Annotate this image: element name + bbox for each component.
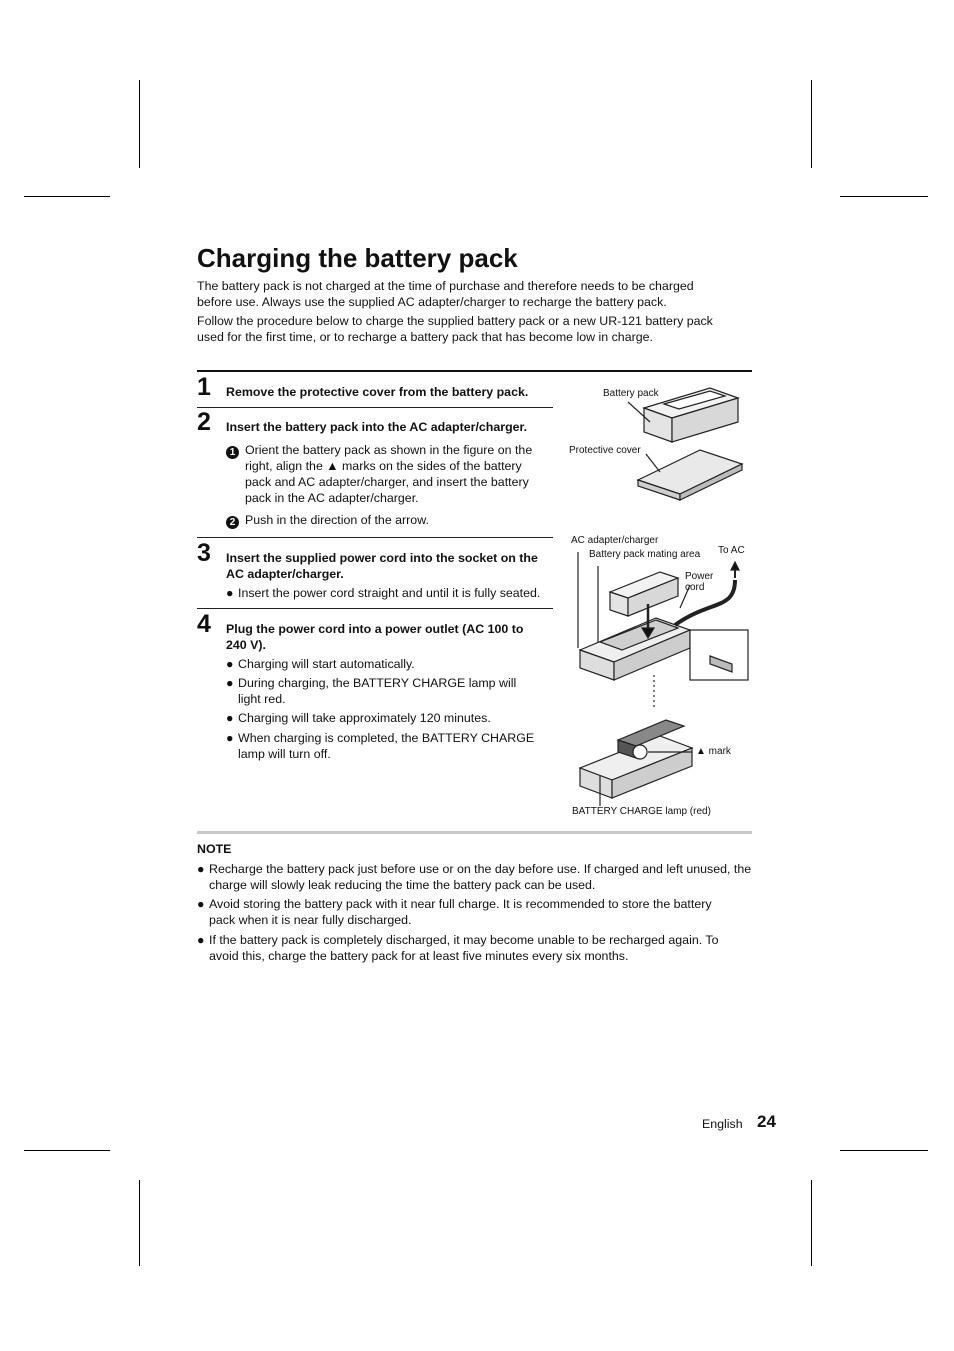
figure-label: Protective cover bbox=[569, 445, 641, 456]
step-heading: Insert the supplied power cord into the socket on the AC adapter/charger. bbox=[226, 551, 538, 581]
crop-mark bbox=[24, 196, 110, 197]
substep-text: Orient the battery pack as shown in the figure on the right, align the ▲ marks on the sides of the battery pack and AC adapter/charger, and insert the battery pack in the AC adapter/charger. bbox=[245, 443, 533, 505]
step-number: 3 bbox=[197, 539, 211, 567]
figure-label: AC adapter/charger bbox=[571, 535, 659, 546]
bullet-item: ● Charging will start automatically. bbox=[226, 657, 415, 671]
ac-adapter-drawing bbox=[580, 572, 690, 680]
intro-paragraph: The battery pack is not charged at the time of purchase and therefore needs to be charged before use. Always use the supplied AC adapter/charger to recharge the battery pack. bbox=[197, 279, 694, 309]
crop-mark bbox=[811, 80, 812, 168]
step-heading: Insert the battery pack into the AC adapter/charger. bbox=[226, 420, 528, 434]
crop-mark bbox=[139, 80, 140, 168]
substep-marker: 2 bbox=[226, 516, 239, 529]
figure-label: Battery pack bbox=[603, 388, 659, 399]
intro-paragraph: Follow the procedure below to charge the supplied battery pack or a new UR-121 battery pack used for the first time, or to recharge a battery pack that has become low in charge. bbox=[197, 314, 713, 344]
bullet-item: ● Charging will take approximately 120 minutes. bbox=[226, 711, 491, 725]
bullet-item: ● During charging, the BATTERY CHARGE lamp will light red. bbox=[226, 676, 517, 706]
step-heading: Remove the protective cover from the battery pack. bbox=[226, 385, 529, 399]
step-divider bbox=[197, 537, 553, 538]
note-rule bbox=[197, 831, 752, 834]
step-number: 2 bbox=[197, 408, 211, 436]
crop-mark bbox=[139, 1180, 140, 1266]
step-divider bbox=[197, 407, 553, 408]
crop-mark bbox=[840, 196, 928, 197]
note-item: ● Avoid storing the battery pack with it near full charge. It is recommended to store the battery pack when it is near fully discharged. bbox=[197, 897, 712, 927]
protective-cover-drawing bbox=[638, 450, 742, 500]
substep-text: Push in the direction of the arrow. bbox=[245, 513, 429, 527]
page-title: Charging the battery pack bbox=[197, 243, 518, 273]
step-number: 4 bbox=[197, 610, 211, 638]
step-heading: Plug the power cord into a power outlet (AC 100 to 240 V). bbox=[226, 622, 524, 652]
footer-language: English bbox=[702, 1117, 743, 1131]
step-divider bbox=[197, 608, 553, 609]
crop-mark bbox=[24, 1150, 110, 1151]
crop-mark bbox=[811, 1180, 812, 1266]
note-item: ● Recharge the battery pack just before use or on the day before use. If charged and left unused, the charge will slowly leak reducing the time the battery pack can be used. bbox=[197, 862, 752, 892]
bullet-item: ● When charging is completed, the BATTERY CHARGE lamp will turn off. bbox=[226, 731, 535, 761]
crop-mark bbox=[840, 1150, 928, 1151]
step-number: 1 bbox=[197, 373, 211, 401]
section-rule bbox=[197, 370, 752, 372]
bullet-item: ● Insert the power cord straight and until it is fully seated. bbox=[226, 586, 541, 600]
page-number: 24 bbox=[757, 1112, 776, 1131]
figure-label: To AC bbox=[718, 545, 745, 556]
substep-marker: 1 bbox=[226, 446, 239, 459]
figure-label: Battery pack mating area bbox=[589, 549, 701, 560]
note-item: ● If the battery pack is completely discharged, it may become unable to be recharged again. To avoid this, charge the battery pack for at least five minutes every six months. bbox=[197, 933, 719, 963]
figure-label: Power cord bbox=[685, 571, 714, 593]
note-title: NOTE bbox=[197, 842, 232, 856]
figure-label: ▲ mark bbox=[696, 746, 731, 757]
figure-label: BATTERY CHARGE lamp (red) bbox=[572, 806, 711, 817]
